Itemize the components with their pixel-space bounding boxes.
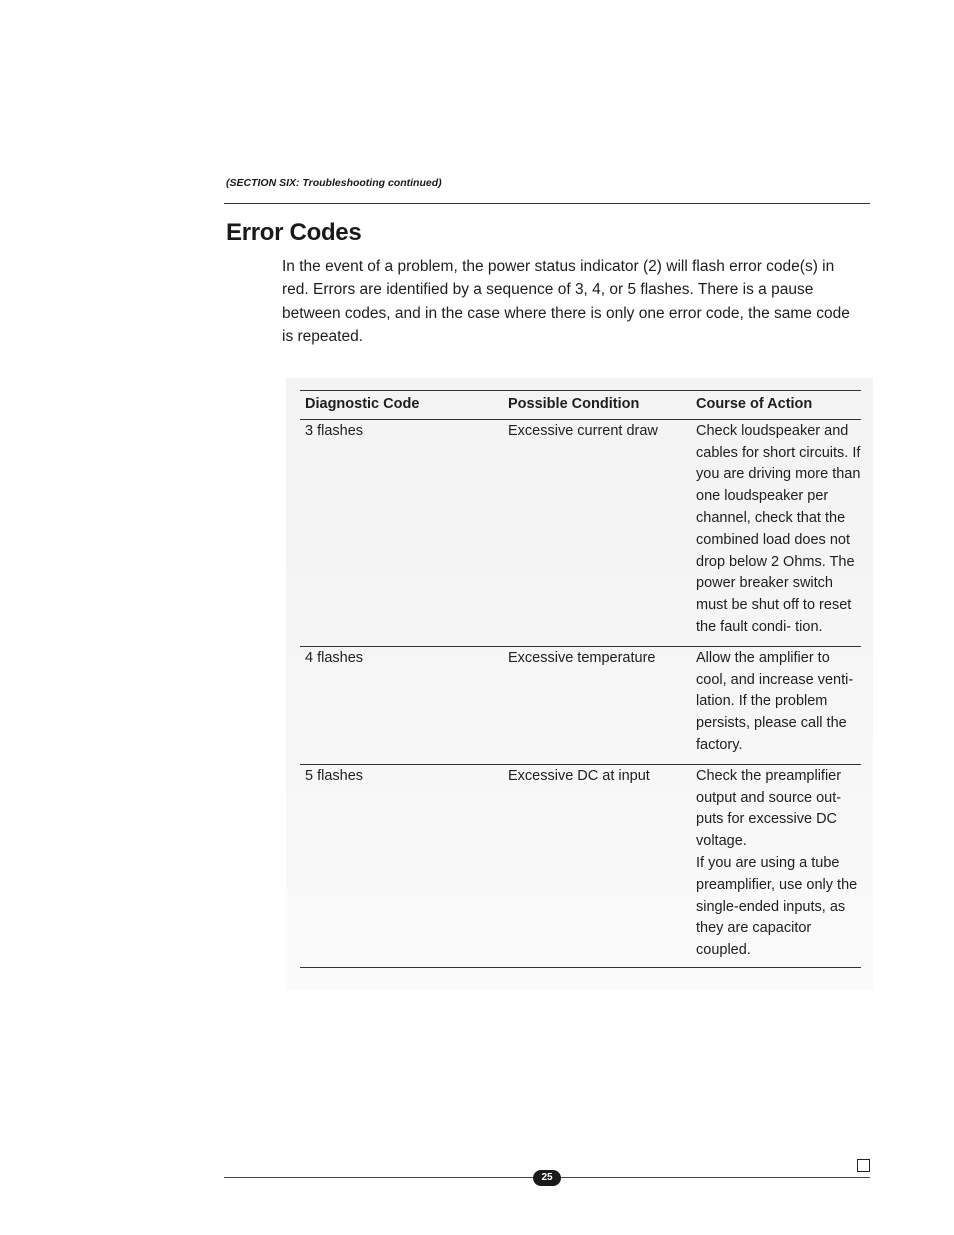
table-row: [300, 646, 861, 764]
corner-square-marker: [857, 1159, 870, 1172]
intro-paragraph: In the event of a problem, the power status indicator (2) will flash error code(s) in red. Errors are identified by a sequence of 3, 4, or 5 flashes. There is a pause between codes, and in the case where there is only one error code, the same code is repeated.: [282, 258, 850, 346]
section-header: (SECTION SIX: Troubleshooting continued): [226, 177, 442, 189]
action-text: If you are using a tube preamplifier, use only the single-ended inputs, as they are capacitor coupled.: [696, 854, 858, 959]
diagnostic-code-cell: 3 flashes: [300, 419, 503, 646]
diagnostic-code-cell: 4 flashes: [300, 646, 503, 764]
page-number-badge: 25: [533, 1170, 561, 1186]
table-row: [300, 419, 861, 646]
page-title: Error Codes: [226, 219, 362, 246]
table-row: [300, 764, 861, 967]
possible-condition-cell: Excessive DC at input: [503, 764, 691, 967]
course-of-action-cell: [691, 419, 861, 646]
action-text: Check the preamplifier output and source out- puts for excessive DC voltage.: [696, 767, 842, 850]
possible-condition-cell: Excessive current draw: [503, 419, 691, 646]
column-header-course-of-action: Course of Action: [691, 391, 861, 420]
error-code-table-container: [300, 390, 861, 968]
action-text: Allow the amplifier to cool, and increase venti- lation. If the problem persists, please call the factory.: [696, 649, 854, 753]
header-divider: [224, 203, 870, 204]
action-text: Check loudspeaker and cables for short circuits. If you are driving more than one loudspeaker per channel, check that the combined load does not drop below 2 Ohms. The power breaker switch must be shut off to reset the fault condi- tion.: [696, 422, 861, 635]
possible-condition-cell: Excessive temperature: [503, 646, 691, 764]
column-header-diagnostic-code: Diagnostic Code: [300, 391, 503, 420]
course-of-action-cell: [691, 646, 861, 764]
diagnostic-code-cell: 5 flashes: [300, 764, 503, 967]
table-header-row: [300, 391, 861, 420]
error-code-table: [300, 390, 861, 968]
column-header-possible-condition: Possible Condition: [503, 391, 691, 420]
course-of-action-cell: [691, 764, 861, 967]
